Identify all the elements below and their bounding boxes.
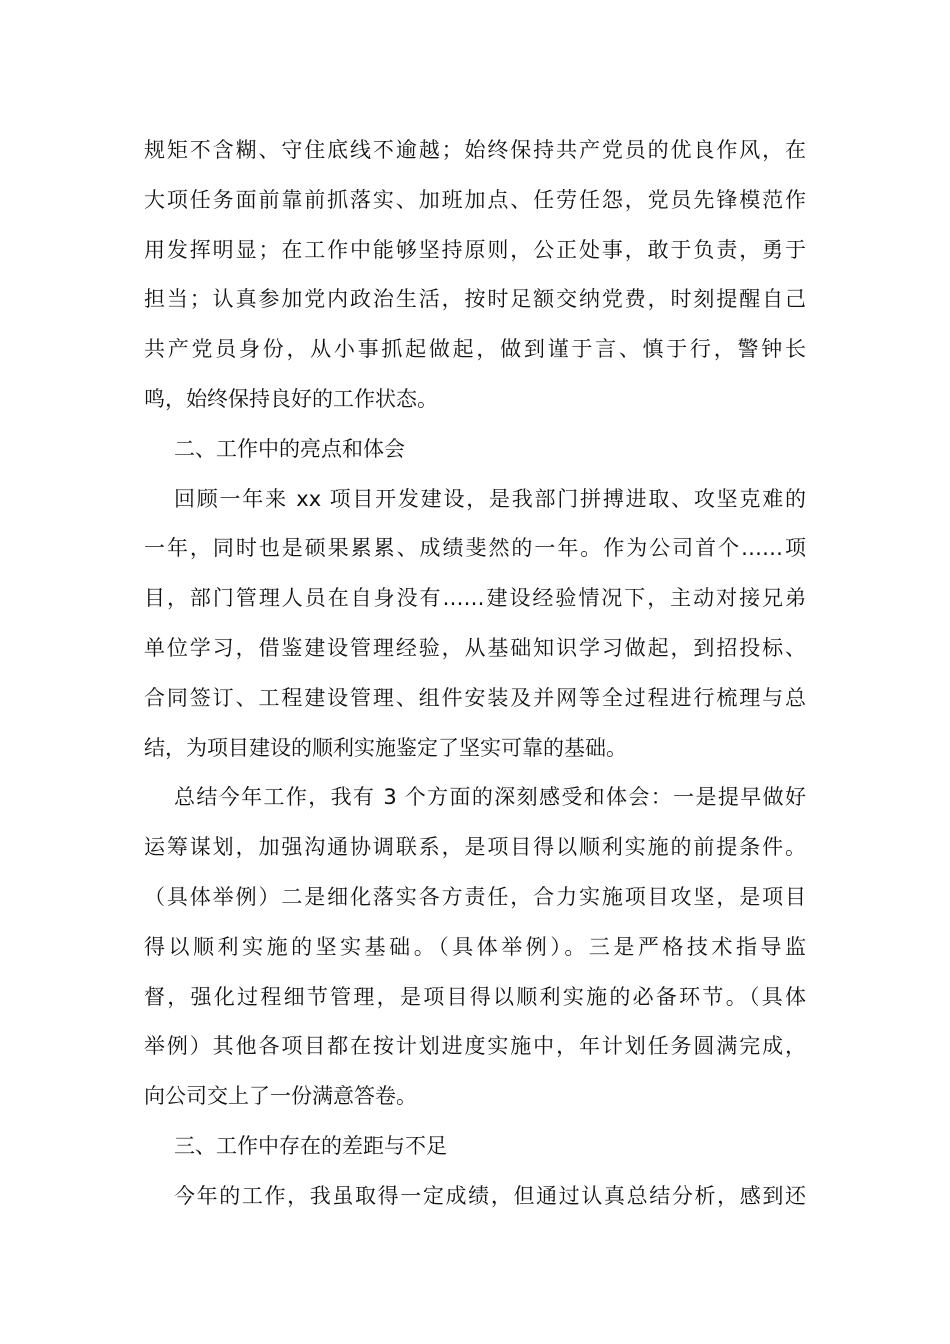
text-line-11: 单位学习，借鉴建设管理经验，从基础知识学习做起，到招投标、 (144, 635, 806, 660)
text-line-22: 今年的工作，我虽取得一定成绩，但通过认真总结分析，感到还 (174, 1183, 806, 1208)
text-line-13: 结，为项目建设的顺利实施鉴定了坚实可靠的基础。 (144, 735, 627, 760)
text-line-12: 合同签订、工程建设管理、组件安装及并网等全过程进行梳理与总 (144, 685, 806, 710)
text-line-1: 规矩不含糊、守住底线不逾越；始终保持共产党员的优良作风，在 (144, 138, 806, 162)
text-line-2: 大项任务面前靠前抓落实、加班加点、任劳任怨，党员先锋模范作 (144, 187, 806, 212)
text-line-16: （具体举例）二是细化落实各方责任，合力实施项目攻坚，是项目 (144, 884, 806, 909)
document-body (144, 126, 806, 1222)
text-line-19: 举例）其他各项目都在按计划进度实施中，年计划任务圆满完成， (144, 1034, 806, 1059)
text-line-17: 得以顺利实施的坚实基础。（具体举例）。三是严格技术指导监 (144, 934, 806, 959)
text-line-3: 用发挥明显；在工作中能够坚持原则，公正处事，敢于负责，勇于 (144, 237, 806, 262)
section-heading-2: 二、工作中的亮点和体会 (174, 436, 405, 461)
text-line-8: 回顾一年来 xx 项目开发建设，是我部门拼搏进取、攻坚克难的 (174, 486, 806, 511)
text-line-14: 总结今年工作，我有 3 个方面的深刻感受和体会：一是提早做好 (174, 785, 806, 810)
text-line-5: 共产党员身份，从小事抓起做起，做到谨于言、慎于行，警钟长 (144, 337, 806, 362)
text-line-15: 运筹谋划，加强沟通协调联系，是项目得以顺利实施的前提条件。 (144, 835, 806, 860)
section-heading-3: 三、工作中存在的差距与不足 (174, 1133, 447, 1158)
text-line-6: 鸣，始终保持良好的工作状态。 (144, 386, 438, 411)
text-line-4: 担当；认真参加党内政治生活，按时足额交纳党费，时刻提醒自己 (144, 287, 806, 312)
text-line-9: 一年，同时也是硕果累累、成绩斐然的一年。作为公司首个……项 (144, 536, 806, 561)
text-line-10: 目，部门管理人员在自身没有……建设经验情况下，主动对接兄弟 (144, 586, 806, 611)
text-line-20: 向公司交上了一份满意答卷。 (144, 1084, 417, 1109)
text-line-18: 督，强化过程细节管理，是项目得以顺利实施的必备环节。（具体 (144, 984, 806, 1009)
